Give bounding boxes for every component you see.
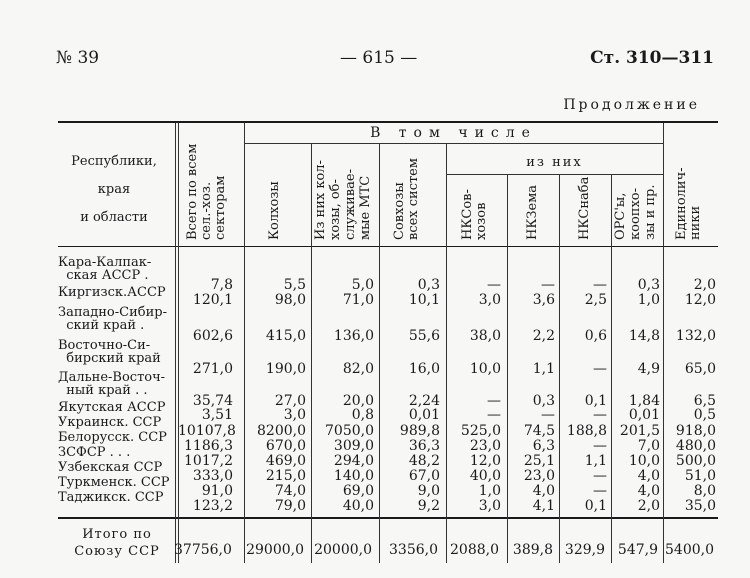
table-cell: 6,5	[693, 393, 716, 409]
nksnab-header: НКСнаба	[577, 176, 592, 240]
table-cell: 51,0	[684, 468, 716, 484]
row-label: Кара-Калпак- ская АССР .	[58, 255, 152, 283]
header-divider	[244, 143, 663, 144]
table-cell: 9,0	[417, 483, 440, 499]
row-label: Узбекская ССР	[58, 460, 163, 475]
table-cell: 0,3	[637, 277, 660, 293]
table-cell: 2,0	[693, 277, 716, 293]
row-label: Таджикск. ССР	[58, 490, 164, 505]
table-cell: 12,0	[469, 453, 501, 469]
total-separator-rule	[58, 517, 718, 519]
row-label: Киргизск.АССР	[58, 285, 166, 300]
table-cell: 3,0	[283, 407, 306, 423]
table-cell: 5,0	[351, 277, 374, 293]
table-cell: 2,5	[584, 292, 607, 308]
table-top-rule	[58, 121, 718, 123]
table-cell: 0,1	[584, 498, 607, 514]
table-cell: —	[593, 468, 607, 484]
table-cell: 16,0	[408, 361, 440, 377]
including-header: В том числе	[370, 125, 537, 141]
table-cell: —	[593, 407, 607, 423]
of-them-header: из них	[526, 155, 583, 170]
table-cell: 9,2	[417, 498, 440, 514]
table-cell: —	[593, 277, 607, 293]
row-label: Дальне-Восточ- ный край . .	[58, 370, 166, 398]
table-cell: 20,0	[342, 393, 374, 409]
table-cell: 1186,3	[184, 438, 233, 454]
table-cell: —	[487, 277, 501, 293]
table-cell: 55,6	[408, 328, 440, 344]
table-cell: 140,0	[333, 468, 374, 484]
table-cell: 98,0	[274, 292, 306, 308]
table-cell: —	[487, 407, 501, 423]
table-cell: 23,0	[523, 468, 555, 484]
table-cell: 0,3	[417, 277, 440, 293]
table-cell: 3,0	[478, 498, 501, 514]
table-cell: 469,0	[265, 453, 306, 469]
table-cell: 25,1	[523, 453, 555, 469]
table-cell: 4,9	[637, 361, 660, 377]
table-cell: 8,0	[693, 483, 716, 499]
table-cell: 333,0	[192, 468, 233, 484]
table-cell: 1,1	[532, 361, 555, 377]
table-cell: 120,1	[192, 292, 233, 308]
page-number: № 39	[56, 48, 100, 68]
table-cell: 82,0	[342, 361, 374, 377]
table-cell: 5,5	[283, 277, 306, 293]
table-cell: 2,24	[408, 393, 440, 409]
table-cell: 7050,0	[325, 423, 374, 439]
table-cell: 8200,0	[257, 423, 306, 439]
table-cell: —	[593, 438, 607, 454]
table-cell: 201,5	[619, 423, 660, 439]
table-cell: 188,8	[566, 423, 607, 439]
table-cell: 40,0	[342, 498, 374, 514]
table-cell: 69,0	[342, 483, 374, 499]
individual-header: Единолич- ники	[674, 167, 703, 240]
table-cell: 0,3	[532, 393, 555, 409]
table-cell: 4,0	[637, 483, 660, 499]
table-cell: 480,0	[675, 438, 716, 454]
page-center-number: — 615 —	[340, 48, 418, 68]
continuation-label: Продолжение	[563, 97, 700, 113]
table-cell: 7,8	[210, 277, 233, 293]
total-header: Всего по всем сел.-хоз. секторам	[185, 143, 228, 240]
table-cell: 1,1	[584, 453, 607, 469]
ors-header: ОРС'ы, коопхо- зы и пр.	[613, 184, 658, 240]
table-cell: 602,6	[192, 328, 233, 344]
table-cell: 6,3	[532, 438, 555, 454]
table-cell: 3,0	[478, 292, 501, 308]
table-cell: 989,8	[399, 423, 440, 439]
table-cell: 132,0	[675, 328, 716, 344]
table-cell: 190,0	[265, 361, 306, 377]
kolkhoz-header: Колхозы	[267, 181, 282, 240]
table-cell: 14,8	[628, 328, 660, 344]
table-cell: 48,2	[408, 453, 440, 469]
header-bottom-rule	[58, 246, 718, 247]
table-cell: 0,1	[584, 393, 607, 409]
header-divider	[446, 174, 663, 175]
table-cell: 3,51	[201, 407, 233, 423]
total-cell: 329,9	[564, 542, 605, 558]
table-cell: 294,0	[333, 453, 374, 469]
row-label: Украинск. ССР	[58, 415, 162, 430]
row-label: Западно-Сибир- ский край .	[58, 305, 167, 333]
table-cell: 10107,8	[178, 423, 236, 439]
table-cell: 10,0	[469, 361, 501, 377]
table-cell: 309,0	[333, 438, 374, 454]
table-cell: 123,2	[192, 498, 233, 514]
table-cell: 670,0	[265, 438, 306, 454]
total-cell: 5400,0	[665, 542, 714, 558]
table-cell: 74,0	[274, 483, 306, 499]
table-cell: —	[487, 393, 501, 409]
table-cell: 271,0	[192, 361, 233, 377]
table-cell: 10,0	[628, 453, 660, 469]
table-cell: 0,01	[628, 407, 660, 423]
column-reference: Ст. 310—311	[590, 48, 714, 68]
row-label: Восточно-Си- бирский край	[58, 338, 161, 366]
table-cell: 38,0	[469, 328, 501, 344]
table-cell: 0,8	[351, 407, 374, 423]
total-cell: 389,8	[512, 542, 553, 558]
table-cell: —	[541, 277, 555, 293]
total-cell: 3356,0	[389, 542, 438, 558]
table-cell: 23,0	[469, 438, 501, 454]
table-cell: 0,01	[408, 407, 440, 423]
table-cell: 4,0	[532, 483, 555, 499]
table-cell: 67,0	[408, 468, 440, 484]
total-cell: 547,9	[617, 542, 658, 558]
table-cell: 74,5	[523, 423, 555, 439]
total-cell: 29000,0	[246, 542, 304, 558]
table-cell: 918,0	[675, 423, 716, 439]
table-cell: 27,0	[274, 393, 306, 409]
total-cell: 37756,0	[174, 542, 232, 558]
table-cell: 415,0	[265, 328, 306, 344]
total-cell: 20000,0	[314, 542, 372, 558]
nksovkhoz-header: НКСов- хозов	[460, 189, 489, 240]
table-cell: 0,6	[584, 328, 607, 344]
row-label: Якутская АССР	[58, 400, 166, 415]
table-cell: 525,0	[460, 423, 501, 439]
table-cell: —	[593, 361, 607, 377]
table-cell: 4,1	[532, 498, 555, 514]
table-cell: 3,6	[532, 292, 555, 308]
table-cell: 12,0	[684, 292, 716, 308]
table-cell: 71,0	[342, 292, 374, 308]
total-cell: 2088,0	[450, 542, 499, 558]
table-cell: 35,0	[684, 498, 716, 514]
region-header: Республики, края и области	[71, 154, 157, 225]
row-label: Белорусск. ССР	[58, 430, 167, 445]
table-cell: —	[593, 483, 607, 499]
table-cell: 91,0	[201, 483, 233, 499]
table-cell: 1,0	[637, 292, 660, 308]
table-cell: 500,0	[675, 453, 716, 469]
table-cell: 1,0	[478, 483, 501, 499]
table-cell: 1,84	[628, 393, 660, 409]
table-cell: 136,0	[333, 328, 374, 344]
row-label: Туркменск. ССР	[58, 475, 170, 490]
table-cell: 7,0	[637, 438, 660, 454]
table-cell: 215,0	[265, 468, 306, 484]
table-cell: 0,5	[693, 407, 716, 423]
nkzem-header: НКЗема	[525, 184, 540, 240]
table-cell: 2,2	[532, 328, 555, 344]
table-cell: 2,0	[637, 498, 660, 514]
table-cell: 10,1	[408, 292, 440, 308]
table-cell: 65,0	[684, 361, 716, 377]
mts-header: Из них кол- хозы, об- служивае- мые МТС	[313, 160, 373, 240]
table-cell: 40,0	[469, 468, 501, 484]
table-cell: 36,3	[408, 438, 440, 454]
row-label: ЗСФСР . . .	[58, 445, 131, 460]
table-cell: 79,0	[274, 498, 306, 514]
total-label: Итого по Союзу ССР	[74, 527, 160, 559]
table-cell: —	[541, 407, 555, 423]
sovkhoz-header: Совхозы всех систем	[392, 158, 421, 240]
table-cell: 4,0	[637, 468, 660, 484]
table-cell: 1017,2	[184, 453, 233, 469]
table-cell: 35,74	[192, 393, 233, 409]
